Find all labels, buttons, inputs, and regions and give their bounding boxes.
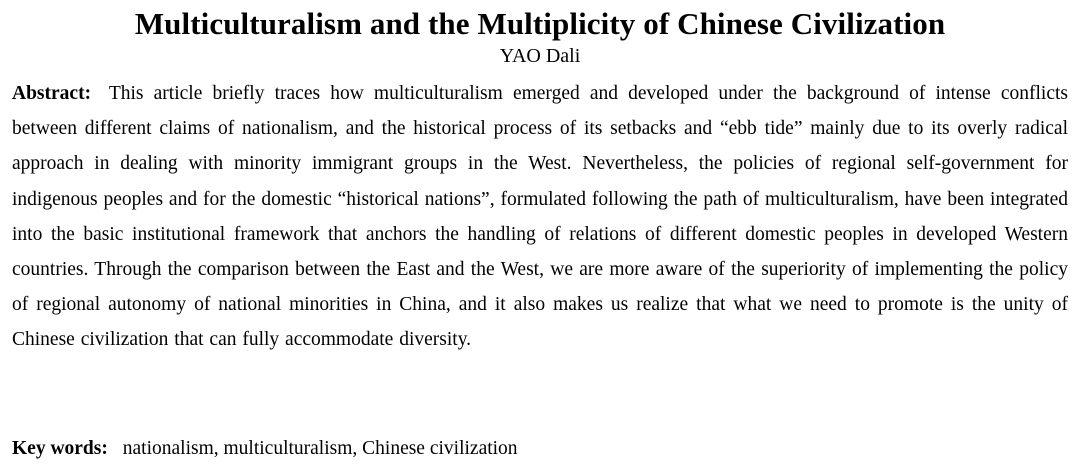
paper-title: Multiculturalism and the Multiplicity of Chinese Civilization — [134, 6, 946, 41]
keywords-line — [12, 433, 518, 465]
abstract-paragraph — [12, 76, 1068, 358]
keywords-label: Key words: — [12, 438, 108, 459]
keywords-text: nationalism, multiculturalism, Chinese civilization — [122, 438, 518, 459]
abstract-label: Abstract: — [12, 83, 92, 104]
abstract-text: This article briefly traces how multiculturalism emerged and developed under the background of intense conflicts between different claims of nationalism, and the historical process of its setbacks and “ebb tide” mainly due to its overly radical approach in dealing with minority immigrant groups in the West. Nevertheless, the policies of regional self-government for indigenous peoples and for the domestic “historical nations”, formulated following the path of multiculturalism, have been integrated into the basic institutional framework that anchors the handling of relations of different domestic peoples in developed Western countries. Through the comparison between the East and the West, we are more aware of the superiority of implementing the policy of regional autonomy of national minorities in China, and it also makes us realize that what we need to promote is the unity of Chinese civilization that can fully accommodate diversity. — [12, 83, 1068, 351]
paper-author: YAO Dali — [499, 45, 581, 67]
